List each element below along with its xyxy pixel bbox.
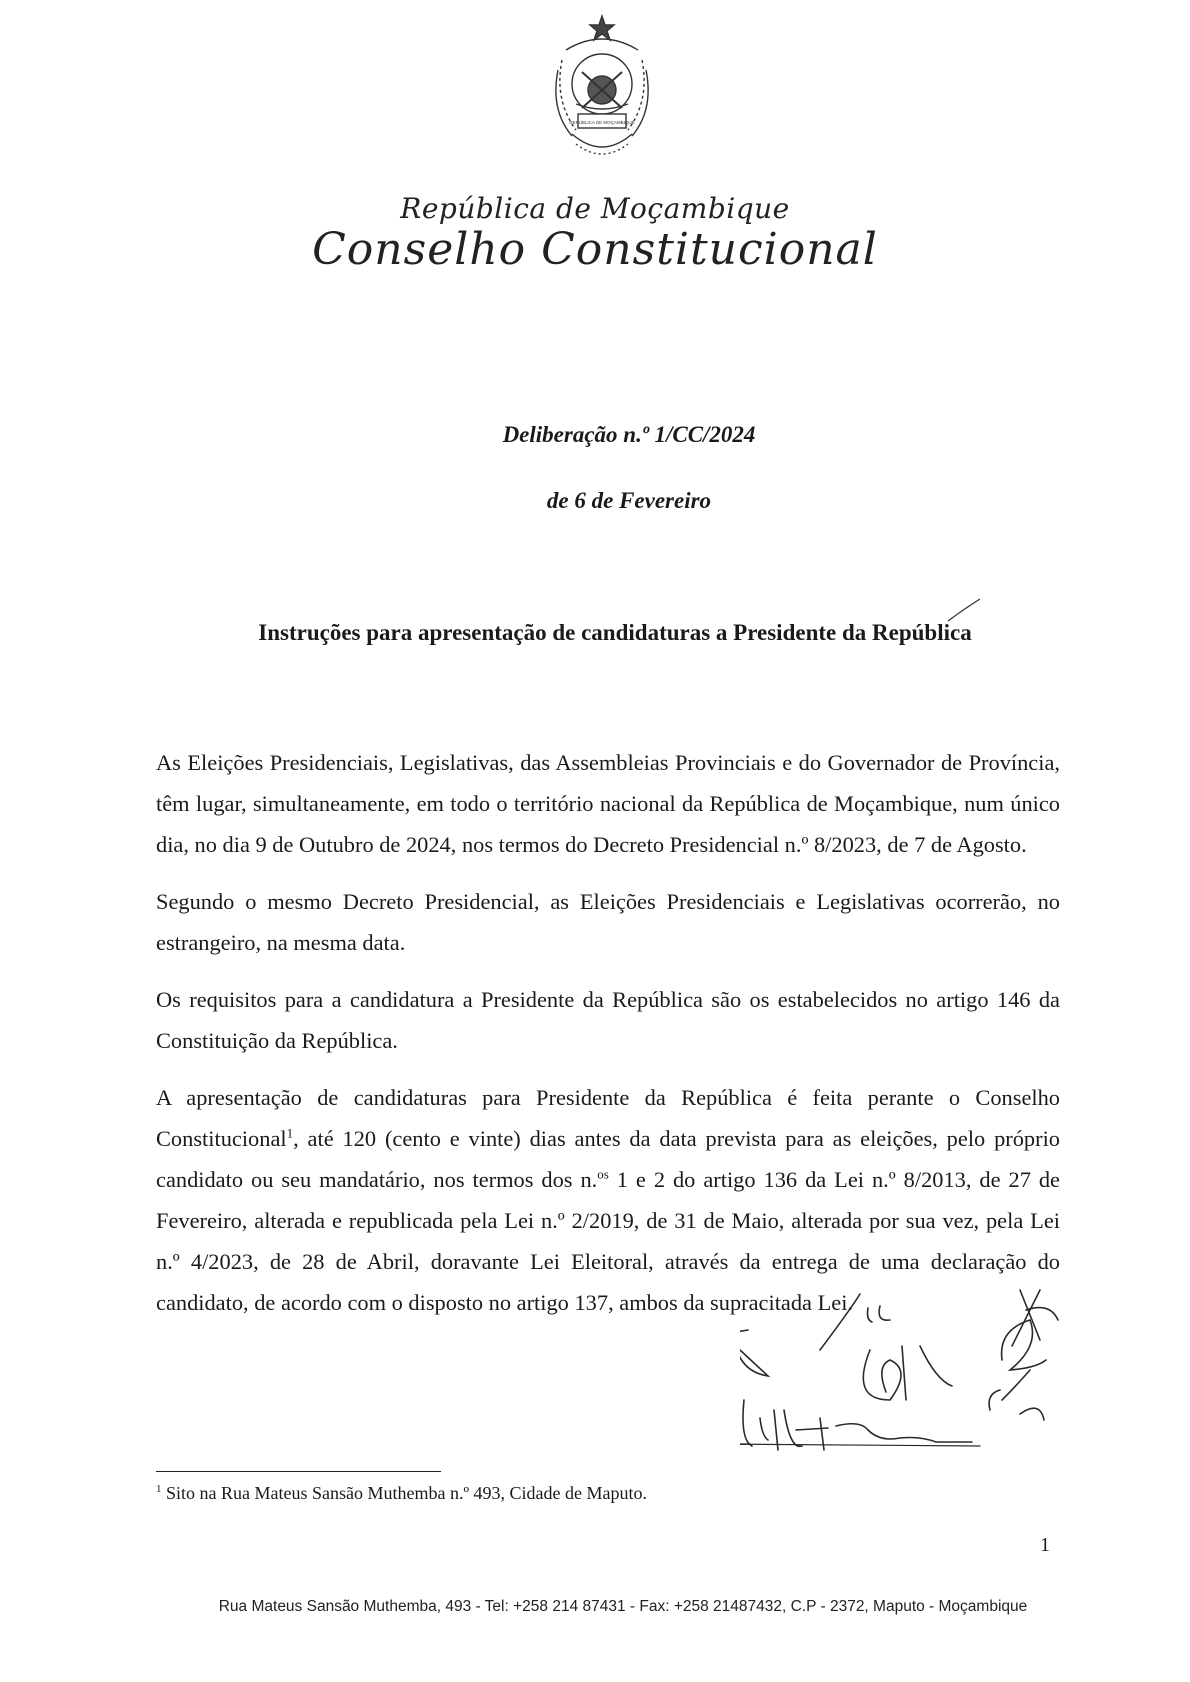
handwritten-signatures [740, 1250, 1140, 1610]
footnote-marker: 1 [156, 1483, 162, 1495]
deliberation-date: de 6 de Fevereiro [546, 488, 712, 513]
footnote-text: Sito na Rua Mateus Sansão Muthemba n.º 493, Cidade de Maputo. [161, 1483, 648, 1503]
handwritten-tick-mark [944, 595, 984, 625]
svg-text:REPÚBLICA DE MOÇAMBIQUE: REPÚBLICA DE MOÇAMBIQUE [569, 120, 635, 125]
deliberation-number: Deliberação n.º 1/CC/2024 [502, 422, 756, 447]
plural-superscript: os [597, 1166, 609, 1182]
header-country: República de Moçambique [400, 192, 790, 225]
footnote-divider [156, 1471, 441, 1472]
footnote-reference: 1 [286, 1125, 294, 1141]
paragraph-2: Segundo o mesmo Decreto Presidencial, as Eleições Presidenciais e Legislativas ocorrerão, no estrangeiro, na mesma data. [156, 889, 1060, 955]
paragraph-4-part-c: 1 e 2 do artigo 136 da Lei n.º 8/2013, de 27 de Fevereiro, alterada e republicada pela Lei n.º 2/2019, de 31 de Maio, alterada por sua vez, pela Lei n.º 4/2023, de 28 de Abril, doravante Lei Eleitoral, através da entrega de uma declaração do candidato, de acordo com o disposto no artigo 137, ambos da supracitada Lei. [156, 1167, 1060, 1315]
page-number: 1 [1040, 1534, 1050, 1556]
header-institution: Conselho Constitucional [312, 224, 878, 275]
document-title: Instruções para apresentação de candidaturas a Presidente da República [258, 620, 972, 645]
coat-of-arms-emblem [536, 10, 668, 170]
paragraph-3: Os requisitos para a candidatura a Presidente da República são os estabelecidos no artigo 146 da Constituição da República. [156, 987, 1060, 1053]
footnote [156, 1481, 647, 1505]
paragraph-4-part-b: , até 120 (cento e vinte) dias antes da data prevista para as eleições, pelo próprio candidato ou seu mandatário, nos termos dos n. [156, 1126, 1060, 1192]
paragraph-4-part-a: A apresentação de candidaturas para Presidente da República é feita perante o Conselho Constitucional [156, 1085, 1060, 1151]
paragraph-1: As Eleições Presidenciais, Legislativas, das Assembleias Provinciais e do Governador de Província, têm lugar, simultaneamente, em todo o território nacional da República de Moçambique, num único dia, no dia 9 de Outubro de 2024, nos termos do Decreto Presidencial n.º 8/2023, de 7 de Agosto. [156, 750, 1060, 857]
footer-address: Rua Mateus Sansão Muthemba, 493 - Tel: +258 214 87431 - Fax: +258 21487432, C.P - 2372, Maputo - Moçambique [218, 1598, 1028, 1615]
